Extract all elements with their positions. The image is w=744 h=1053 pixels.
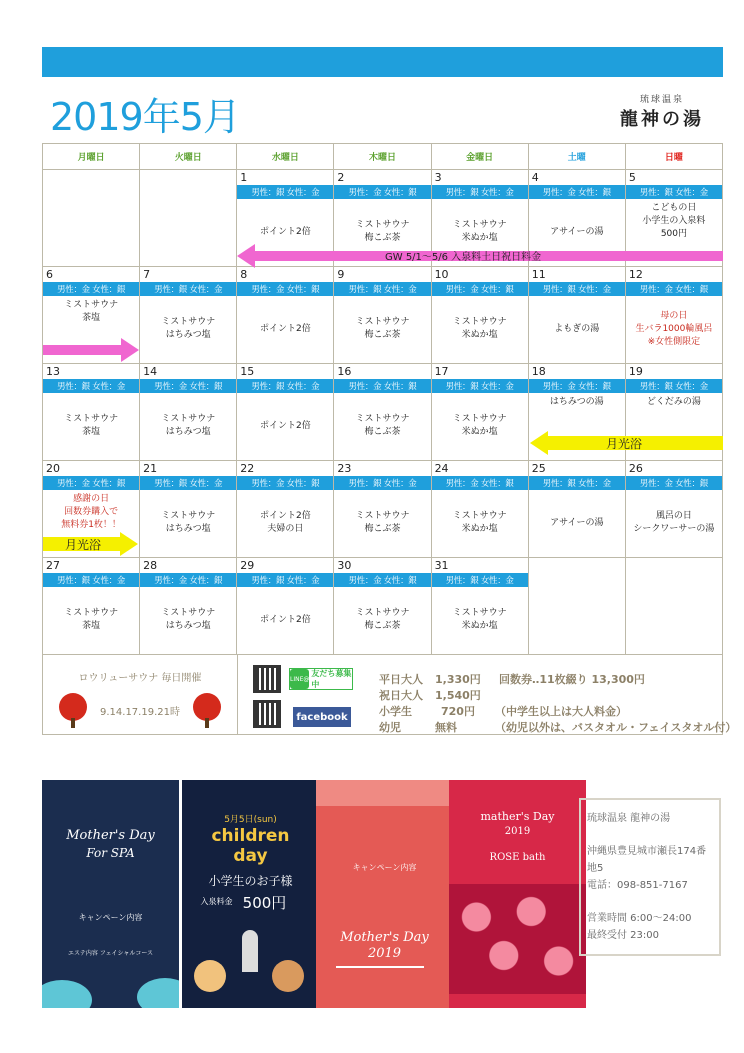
child-face-icon	[272, 960, 304, 992]
event-line: ミストサウナ	[161, 608, 216, 618]
bath-assignment: 男性：金 女性：銀	[334, 573, 430, 587]
day-cell[interactable]	[626, 267, 723, 364]
uchiwa-fan-icon	[59, 693, 87, 721]
weekday-label: 土曜	[529, 144, 626, 170]
day-cell[interactable]	[432, 461, 529, 558]
weekday-label: 月曜日	[43, 144, 140, 170]
page-title: 2019年5月	[50, 95, 240, 139]
brand-name: 龍神の湯	[620, 109, 704, 130]
event-line: ミストサウナ	[64, 414, 119, 424]
day-number: 25	[531, 462, 546, 475]
day-number: 12	[628, 268, 643, 281]
day-number: 17	[434, 365, 449, 378]
day-cell[interactable]	[529, 461, 626, 558]
day-event	[237, 297, 333, 361]
brand-logo	[612, 92, 712, 131]
event-line: 茶塩	[82, 427, 101, 437]
poster-rose: ROSE bath	[489, 852, 546, 863]
event-line: 風呂の日	[655, 511, 692, 521]
event-line: ミストサウナ	[355, 511, 410, 521]
day-number: 10	[434, 268, 449, 281]
flower-decoration	[137, 978, 179, 1008]
event-line: 感謝の日	[73, 494, 110, 504]
day-event	[432, 588, 528, 652]
event-line: はちみつ塩	[165, 427, 211, 437]
event-line: はちみつの湯	[549, 397, 604, 407]
bath-assignment: 男性：銀 女性：金	[237, 185, 333, 199]
day-number: 24	[434, 462, 449, 475]
event-line: 500円	[660, 229, 687, 239]
moon-bath-arrow-end	[43, 537, 138, 551]
event-line: ミストサウナ	[64, 608, 119, 618]
poster-date: 5月5日(sun)	[224, 815, 277, 825]
day-cell[interactable]	[43, 558, 140, 655]
day-cell[interactable]	[237, 558, 334, 655]
bath-assignment: 男性：金 女性：銀	[140, 573, 236, 587]
day-number: 14	[143, 365, 158, 378]
day-event	[529, 297, 625, 361]
bath-assignment: 男性：銀 女性：金	[432, 379, 528, 393]
brand-small: 琉球温泉	[639, 95, 684, 105]
poster-mothers-day-spa[interactable]	[42, 780, 179, 1008]
day-number: 4	[531, 171, 539, 184]
day-number: 26	[628, 462, 643, 475]
day-event	[626, 297, 722, 361]
event-line: ミストサウナ	[452, 317, 507, 327]
day-event	[140, 491, 236, 555]
bath-assignment: 男性：銀 女性：金	[237, 573, 333, 587]
day-number: 29	[240, 559, 255, 572]
bath-assignment: 男性：金 女性：銀	[626, 476, 722, 490]
poster-year: 2019	[504, 826, 531, 837]
event-line: 米ぬか塩	[461, 233, 498, 243]
empty-day-cell	[529, 558, 626, 655]
footer-divider	[237, 655, 238, 734]
poster-sub: 小学生のお子様	[208, 874, 293, 888]
poster-childrens-day[interactable]	[182, 780, 319, 1008]
price-label: 祝日大人	[379, 689, 423, 702]
day-event	[432, 297, 528, 361]
event-line: ミストサウナ	[64, 300, 119, 310]
day-number: 6	[46, 268, 53, 281]
day-cell[interactable]	[529, 267, 626, 364]
day-event	[334, 394, 430, 458]
arrow-shaft	[43, 345, 121, 355]
bath-assignment: 男性：銀 女性：金	[140, 476, 236, 490]
price-label: 平日大人	[379, 673, 423, 686]
store-phone: 電話：098-851-7167	[587, 880, 688, 891]
weekday-label: 金曜日	[432, 144, 529, 170]
event-line: どくだみの湯	[646, 397, 701, 407]
event-line: 梅こぶ茶	[364, 330, 401, 340]
poster-fee: 500円	[242, 894, 287, 912]
day-cell[interactable]	[140, 558, 237, 655]
weekday-label: 水曜日	[237, 144, 334, 170]
day-cell[interactable]	[432, 364, 529, 461]
arrow-head-right-icon	[121, 338, 139, 362]
event-line: 米ぬか塩	[461, 427, 498, 437]
poster-sub: For SPA	[86, 846, 135, 860]
day-number: 3	[434, 171, 442, 184]
bath-assignment: 男性：金 女性：銀	[140, 379, 236, 393]
day-event	[140, 297, 236, 361]
event-line: 夫婦の日	[267, 524, 304, 534]
poster-title: mather's Day	[480, 810, 555, 823]
event-line: アサイーの湯	[550, 226, 604, 237]
bath-assignment: 男性：金 女性：銀	[432, 282, 528, 296]
event-line: 茶塩	[82, 621, 101, 631]
weekday-label: 木曜日	[334, 144, 431, 170]
bath-assignment: 男性：金 女性：銀	[43, 282, 139, 296]
event-line: ミストサウナ	[452, 511, 507, 521]
poster-title: Mother's Day	[340, 930, 429, 945]
event-line: 梅こぶ茶	[364, 233, 401, 243]
moon-bath-label: 月光浴	[606, 437, 643, 451]
day-event	[334, 491, 430, 555]
rose-bouquet-image	[449, 884, 586, 994]
bath-assignment: 男性：銀 女性：金	[626, 185, 722, 199]
day-number: 28	[143, 559, 158, 572]
line-sub: 友だち募集中	[311, 669, 352, 689]
day-number: 7	[143, 268, 151, 281]
price-label: 幼児	[379, 721, 401, 734]
event-line: ミストサウナ	[452, 414, 507, 424]
day-event	[140, 588, 236, 652]
empty-day-cell	[626, 558, 723, 655]
day-cell[interactable]	[140, 461, 237, 558]
day-number: 22	[240, 462, 255, 475]
gw-arrow	[237, 249, 723, 263]
event-line: 米ぬか塩	[461, 330, 498, 340]
flower-decoration	[316, 780, 453, 806]
bath-assignment: 男性：金 女性：銀	[43, 476, 139, 490]
event-line: 米ぬか塩	[461, 524, 498, 534]
arrow-right-icon	[336, 966, 424, 968]
bath-assignment: 男性：銀 女性：金	[43, 573, 139, 587]
day-event	[43, 394, 139, 458]
event-line: 回数券購入で	[64, 507, 119, 517]
day-event	[626, 491, 722, 555]
event-line: 生バラ1000輪風呂	[635, 323, 713, 334]
store-last-entry: 最終受付 23:00	[587, 930, 659, 941]
bath-assignment: 男性：銀 女性：金	[529, 476, 625, 490]
sauna-label: ロウリューサウナ 毎日開催	[78, 673, 202, 684]
qr-code-icon	[253, 700, 281, 728]
event-line: 茶塩	[82, 313, 101, 323]
bath-assignment: 男性：金 女性：銀	[626, 282, 722, 296]
day-number: 18	[531, 365, 546, 378]
event-line: 米ぬか塩	[461, 621, 498, 631]
line-badge[interactable]	[289, 668, 353, 690]
poster-title: Mother's Day	[66, 828, 155, 843]
event-line: 梅こぶ茶	[364, 427, 401, 437]
line-logo-icon: LINE@	[290, 669, 309, 689]
day-cell[interactable]	[626, 461, 723, 558]
day-number: 11	[531, 268, 546, 281]
flower-decoration	[42, 980, 92, 1008]
event-line: 小学生の入泉料	[642, 216, 706, 226]
ticket-price: 回数券‥11枚綴り 13,300円	[499, 673, 645, 686]
price-value: 1,330円	[435, 673, 481, 686]
bath-assignment: 男性：銀 女性：金	[529, 282, 625, 296]
day-cell[interactable]	[237, 267, 334, 364]
bath-assignment: 男性：銀 女性：金	[334, 476, 430, 490]
gw-arrow-end	[43, 343, 138, 357]
day-cell[interactable]	[237, 461, 334, 558]
calendar-week	[43, 558, 723, 655]
day-number: 31	[434, 559, 449, 572]
day-number: 27	[46, 559, 60, 572]
poster-campaign: キャンペーン内容	[78, 913, 143, 922]
event-line: 梅こぶ茶	[364, 621, 401, 631]
day-number: 19	[628, 365, 643, 378]
day-number: 9	[337, 268, 345, 281]
poster-title-2: day	[233, 846, 268, 866]
empty-day-cell	[43, 170, 140, 267]
event-line: シークワーサーの湯	[633, 524, 715, 534]
price-label: 小学生	[379, 705, 412, 718]
day-cell[interactable]	[334, 267, 431, 364]
day-number: 8	[240, 268, 248, 281]
store-hours: 営業時間 6:00～24:00	[587, 913, 692, 924]
weekday-label: 火曜日	[140, 144, 237, 170]
moon-bath-label-2: 月光浴	[65, 538, 102, 552]
event-line: ※女性側限定	[647, 336, 701, 347]
day-cell[interactable]	[334, 558, 431, 655]
bath-assignment: 男性：金 女性：銀	[432, 476, 528, 490]
event-line: ミストサウナ	[161, 414, 216, 424]
header-bar	[42, 47, 723, 77]
event-line: ポイント2倍	[259, 420, 311, 431]
event-line: ミストサウナ	[161, 511, 216, 521]
arrow-head-right-icon	[120, 532, 138, 556]
event-line: ミストサウナ	[355, 414, 410, 424]
poster-year: 2019	[367, 946, 402, 961]
day-event	[432, 394, 528, 458]
event-line: ミストサウナ	[355, 220, 410, 230]
event-line: 梅こぶ茶	[364, 524, 401, 534]
day-cell[interactable]	[140, 364, 237, 461]
uchiwa-fan-icon	[193, 693, 221, 721]
moon-bath-arrow	[530, 436, 723, 450]
student-note: （中学生以上は大人料金）	[495, 705, 627, 718]
day-event	[432, 491, 528, 555]
day-number: 23	[337, 462, 352, 475]
event-line: 無料券1枚！！	[61, 520, 121, 530]
event-line: はちみつ塩	[165, 621, 211, 631]
day-cell[interactable]	[432, 267, 529, 364]
day-number: 20	[46, 462, 60, 475]
weekday-label: 日曜	[626, 144, 723, 170]
bath-assignment: 男性：銀 女性：金	[140, 282, 236, 296]
gw-banner: GW 5/1～5/6 入泉料土日祝日料金	[385, 252, 542, 263]
bath-assignment: 男性：金 女性：銀	[334, 379, 430, 393]
bath-assignment: 男性：金 女性：銀	[237, 282, 333, 296]
event-line: ポイント2倍	[259, 511, 311, 521]
arrow-head-left-icon	[237, 244, 255, 268]
bath-assignment: 男性：銀 女性：金	[334, 282, 430, 296]
bath-assignment: 男性：銀 女性：金	[432, 573, 528, 587]
bath-assignment: 男性：銀 女性：金	[626, 379, 722, 393]
empty-day-cell	[140, 170, 237, 267]
day-number: 21	[143, 462, 158, 475]
day-event	[334, 297, 430, 361]
day-number: 1	[240, 171, 248, 184]
day-event	[140, 394, 236, 458]
calendar-week	[43, 267, 723, 364]
price-value: 無料	[435, 721, 457, 734]
event-line: ポイント2倍	[259, 323, 311, 334]
event-line: ミストサウナ	[452, 220, 507, 230]
day-event	[43, 588, 139, 652]
day-event	[237, 491, 333, 555]
infant-note: （幼児以外は、バスタオル・フェイスタオル付）	[495, 721, 737, 734]
day-cell[interactable]	[334, 364, 431, 461]
day-number: 5	[628, 171, 636, 184]
poster-rose-bath[interactable]	[449, 780, 586, 1008]
child-face-icon	[194, 960, 226, 992]
event-line: ミストサウナ	[355, 608, 410, 618]
event-line: よもぎの湯	[554, 323, 600, 334]
calendar-week	[43, 461, 723, 558]
bath-assignment: 男性：銀 女性：金	[43, 379, 139, 393]
rocket-icon	[242, 930, 258, 972]
facebook-badge[interactable]: facebook	[293, 707, 351, 727]
bath-assignment: 男性：金 女性：銀	[334, 185, 430, 199]
bath-assignment: 男性：金 女性：銀	[529, 185, 625, 199]
day-number: 16	[337, 365, 352, 378]
day-cell[interactable]	[43, 364, 140, 461]
price-value: 720円	[441, 705, 475, 718]
event-line: はちみつ塩	[165, 330, 211, 340]
event-line: ポイント2倍	[259, 226, 311, 237]
event-line: アサイーの湯	[550, 517, 604, 528]
bath-assignment: 男性：金 女性：銀	[237, 476, 333, 490]
event-line: ミストサウナ	[355, 317, 410, 327]
arrow-head-left-icon	[530, 431, 548, 455]
event-line: ポイント2倍	[259, 614, 311, 625]
poster-fee-label: 入泉料金	[200, 897, 233, 906]
poster-campaign: キャンペーン内容	[352, 863, 417, 872]
sauna-times: 9.14.17.19.21時	[100, 707, 180, 718]
day-cell[interactable]	[237, 364, 334, 461]
event-line: ミストサウナ	[452, 608, 507, 618]
day-cell[interactable]	[334, 461, 431, 558]
bath-assignment: 男性：銀 女性：金	[432, 185, 528, 199]
calendar-grid	[42, 143, 723, 655]
day-number: 13	[46, 365, 60, 378]
event-line: こどもの日	[651, 203, 697, 213]
bath-assignment: 男性：金 女性：銀	[529, 379, 625, 393]
poster-title: children	[211, 826, 290, 846]
poster-course: エステ内容 フェイシャルコース	[67, 950, 154, 957]
event-line: はちみつ塩	[165, 524, 211, 534]
day-event	[334, 588, 430, 652]
store-info	[579, 798, 721, 956]
footer-panel	[42, 655, 737, 735]
day-number: 30	[337, 559, 352, 572]
bath-assignment: 男性：銀 女性：金	[237, 379, 333, 393]
weekday-header	[43, 144, 723, 170]
poster-mothers-day-2019[interactable]	[316, 780, 453, 1008]
day-cell[interactable]	[140, 267, 237, 364]
day-cell[interactable]	[432, 558, 529, 655]
store-name: 琉球温泉 龍神の湯	[587, 813, 671, 824]
day-event	[237, 394, 333, 458]
qr-code-icon	[253, 665, 281, 693]
day-number: 15	[240, 365, 255, 378]
store-address: 沖縄県豊見城市瀬長174番地5	[587, 846, 707, 874]
event-line: ミストサウナ	[161, 317, 216, 327]
day-event	[237, 588, 333, 652]
day-number: 2	[337, 171, 345, 184]
price-value: 1,540円	[435, 689, 481, 702]
day-event	[529, 491, 625, 555]
event-line: 母の日	[660, 310, 688, 321]
